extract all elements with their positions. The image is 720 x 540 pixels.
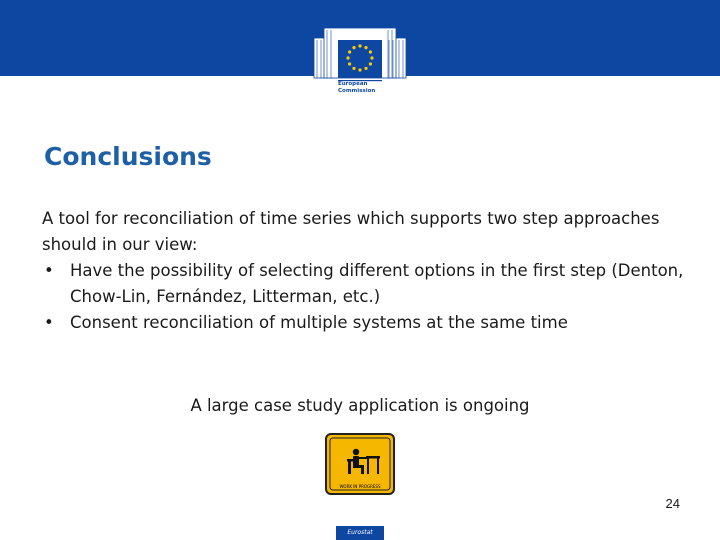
page-number: 24 (665, 496, 680, 511)
bullet-dot-icon: • (44, 261, 54, 280)
slide-title: Conclusions (44, 142, 212, 171)
bullet-text: Consent reconciliation of multiple systems at the same time (70, 313, 568, 332)
list-item (42, 310, 692, 336)
bullet-text: Have the possibility of selecting different options in the first step (Denton, Chow-Lin, Fernández, Litterman, etc.) (70, 261, 684, 306)
ongoing-note: A large case study application is ongoing (190, 396, 530, 415)
bullet-dot-icon: • (44, 313, 54, 332)
sign-caption: WORK IN PROGRESS (339, 484, 381, 489)
list-item (42, 258, 692, 310)
intro-text: A tool for reconciliation of time series which supports two step approaches should in our view: (42, 209, 660, 254)
slide-body (42, 206, 692, 336)
bullet-list (42, 258, 692, 336)
eurostat-badge: Eurostat (336, 526, 384, 540)
logo-caption: European Commission (338, 81, 376, 94)
